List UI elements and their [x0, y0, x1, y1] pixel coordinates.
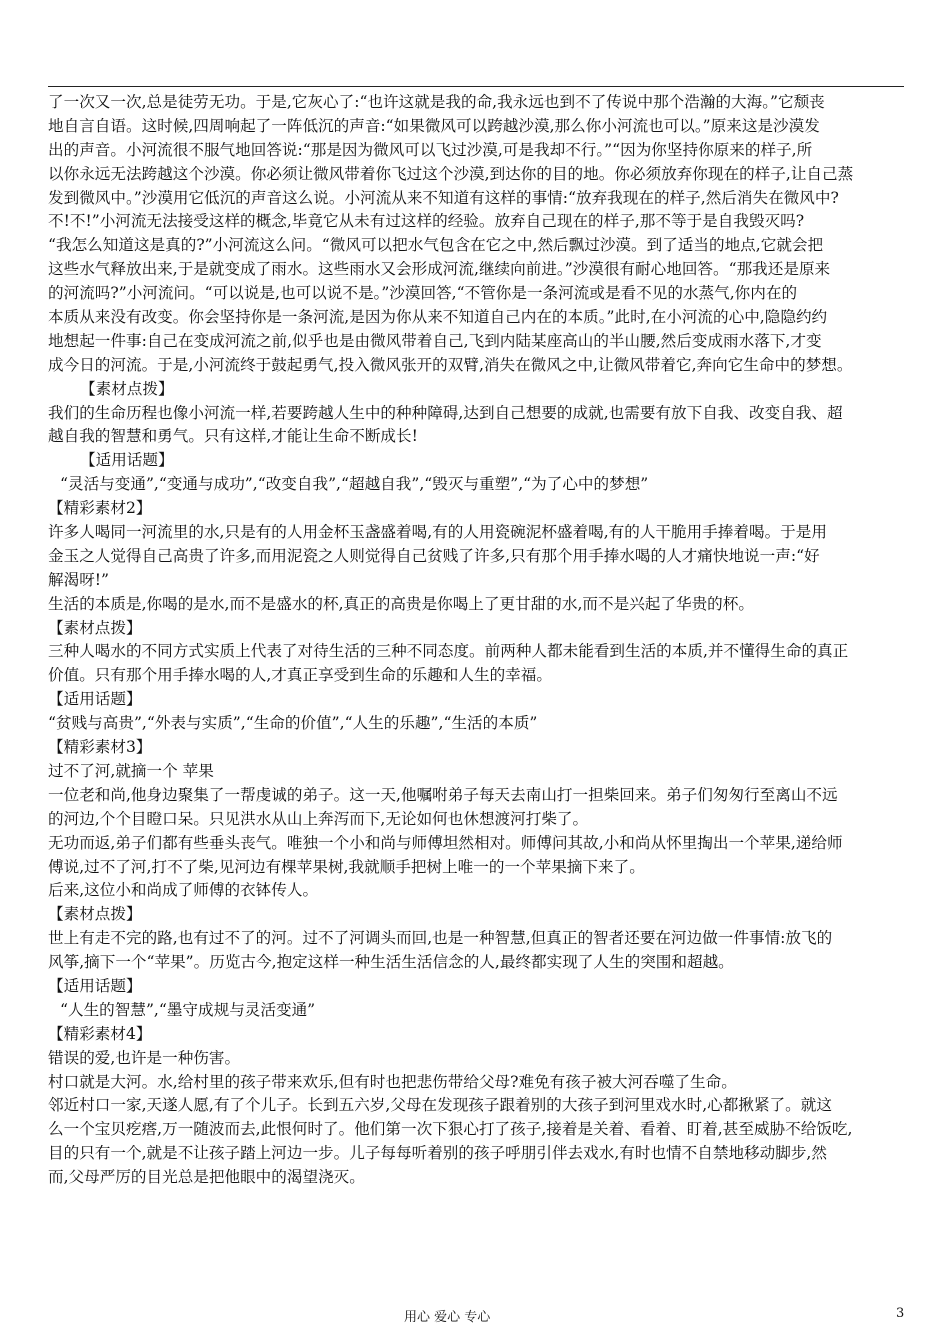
text-line: 这些水气释放出来,于是就变成了雨水。这些雨水又会形成河流,继续向前进。”沙漠很有耐心地回答。“那我还是原来: [48, 260, 831, 279]
footer-motto: 用心 爱心 专心: [404, 1310, 491, 1325]
text-line: 金玉之人觉得自己高贵了许多,而用泥瓷之人则觉得自己贫贱了许多,只有那个用手捧水喝的人才痛快地说一声:“好: [48, 546, 820, 565]
text-line: 错误的爱,也许是一种伤害。: [48, 1048, 241, 1067]
section-heading: 【素材点拨】: [80, 379, 174, 398]
text-line: 邻近村口一家,天遂人愿,有了个儿子。长到五六岁,父母在发现孩子跟着别的大孩子到河里戏水时,心都揪紧了。就这: [48, 1096, 832, 1115]
text-line: 以你永远无法跨越这个沙漠。你必须让微风带着你飞过这个沙漠,到达你的目的地。你必须放弃你现在的样子,让自己蒸: [48, 164, 854, 183]
text-line: 了一次又一次,总是徒劳无功。于是,它灰心了:“也许这就是我的命,我永远也到不了传说中那个浩瀚的大海。”它颓丧: [48, 93, 825, 111]
text-line: 出的声音。小河流很不服气地回答说:“那是因为微风可以飞过沙漠,可是我却不行。”“因为你坚持你原来的样子,所: [48, 140, 813, 159]
text-line: “我怎么知道这是真的?”小河流这么问。“微风可以把水气包含在它之中,然后飘过沙漠。到了适当的地点,它就会把: [48, 236, 824, 255]
section-heading: 【适用话题】: [48, 976, 142, 995]
section-heading: 【适用话题】: [48, 690, 142, 709]
section-heading: 【素材点拨】: [48, 905, 142, 924]
text-line: 生活的本质是,你喝的是水,而不是盛水的杯,真正的高贵是你喝上了更甘甜的水,而不是兴起了华贵的杯。: [48, 594, 754, 613]
text-line: 的河流吗?”小河流问。“可以说是,也可以说不是。”沙漠回答,“不管你是一条河流或是看不见的水蒸气,你内在的: [48, 284, 798, 303]
text-line: 过不了河,就摘一个 苹果: [48, 761, 214, 780]
text-line: 后来,这位小和尚成了师傅的衣钵传人。: [48, 881, 319, 900]
text-line: 我们的生命历程也像小河流一样,若要跨越人生中的种种障碍,达到自己想要的成就,也需要有放下自我、改变自我、超: [48, 403, 843, 422]
page-number: 3: [896, 1306, 905, 1321]
text-line: 价值。只有那个用手捧水喝的人,才真正享受到生命的乐趣和人生的幸福。: [48, 666, 552, 685]
section-heading: 【适用话题】: [80, 451, 174, 470]
text-line: 风筝,摘下一个“苹果”。历览古今,抱定这样一种生活生活信念的人,最终都实现了人生的突围和超越。: [48, 953, 734, 972]
section-heading: 【素材点拨】: [48, 618, 142, 637]
text-line: 目的只有一个,就是不让孩子踏上河边一步。儿子每每听着别的孩子呼朋引伴去戏水,有时也情不自禁地移动脚步,然: [48, 1144, 827, 1163]
text-line: 一位老和尚,他身边聚集了一帮虔诚的弟子。这一天,他嘱咐弟子每天去南山打一担柴回来。弟子们匆匆行至离山不远: [48, 785, 838, 804]
text-line: 解渴呀!”: [48, 570, 110, 589]
section-heading: 【精彩素材2】: [48, 499, 152, 518]
topics-line: “贫贱与高贵”,“外表与实质”,“生命的价值”,“人生的乐趣”,“生活的本质”: [48, 714, 538, 733]
text-line: 不!不!”小河流无法接受这样的概念,毕竟它从未有过这样的经验。放弃自己现在的样子,那不等于是自我毁灭吗?: [48, 212, 805, 231]
text-line: 的河边,个个目瞪口呆。只见洪水从山上奔泻而下,无论如何也休想渡河打柴了。: [48, 809, 589, 828]
text-line: 许多人喝同一河流里的水,只是有的人用金杯玉盏盛着喝,有的人用瓷碗泥杯盛着喝,有的人干脆用手捧着喝。于是用: [48, 523, 827, 542]
text-line: 成今日的河流。于是,小河流终于鼓起勇气,投入微风张开的双臂,消失在微风之中,让微风带着它,奔向它生命中的梦想。: [48, 355, 853, 374]
text-line: 地自言自语。这时候,四周响起了一阵低沉的声音:“如果微风可以跨越沙漠,那么你小河流也可以。”原来这是沙漠发: [48, 116, 820, 135]
section-heading: 【精彩素材4】: [48, 1024, 152, 1043]
text-line: 无功而返,弟子们都有些垂头丧气。唯独一个小和尚与师傅坦然相对。师傅问其故,小和尚从怀里掏出一个苹果,递给师: [48, 833, 843, 852]
text-line: 地想起一件事:自己在变成河流之前,似乎也是由微风带着自己,飞到内陆某座高山的半山腰,然后变成雨水落下,才变: [48, 331, 822, 350]
text-line: 世上有走不完的路,也有过不了的河。过不了河调头而回,也是一种智慧,但真正的智者还要在河边做一件事情:放飞的: [48, 929, 833, 948]
text-line: 么一个宝贝疙瘩,万一随波而去,此恨何时了。他们第一次下狠心打了孩子,接着是关着、看着、盯着,甚至威胁不给饭吃,: [48, 1120, 853, 1139]
text-line: 发到微风中。”沙漠用它低沉的声音这么说。小河流从来不知道有这样的事情:“放弃我现在的样子,然后消失在微风中?: [48, 188, 839, 207]
text-line: 越自我的智慧和勇气。只有这样,才能让生命不断成长!: [48, 427, 418, 446]
text-line: 傅说,过不了河,打不了柴,见河边有棵苹果树,我就顺手把树上唯一的一个苹果摘下来了。: [48, 857, 645, 876]
topics-line: “灵活与变通”,“变通与成功”,“改变自我”,“超越自我”,“毁灭与重塑”,“为了心中的梦想”: [60, 475, 649, 494]
text-line: 三种人喝水的不同方式实质上代表了对待生活的三种不同态度。前两种人都未能看到生活的本质,并不懂得生命的真正: [48, 642, 849, 661]
document-body: [48, 91, 910, 1190]
header-rule: [48, 86, 904, 87]
topics-line: “人生的智慧”,“墨守成规与灵活变通”: [60, 1000, 316, 1019]
text-line: 村口就是大河。水,给村里的孩子带来欢乐,但有时也把悲伤带给父母?难免有孩子被大河吞噬了生命。: [48, 1072, 737, 1091]
section-heading: 【精彩素材3】: [48, 738, 152, 757]
text-line: 本质从来没有改变。你会坚持你是一条河流,是因为你从来不知道自己内在的本质。”此时,在小河流的心中,隐隐约约: [48, 308, 828, 327]
text-line: 而,父母严厉的目光总是把他眼中的渴望浇灭。: [48, 1168, 365, 1187]
